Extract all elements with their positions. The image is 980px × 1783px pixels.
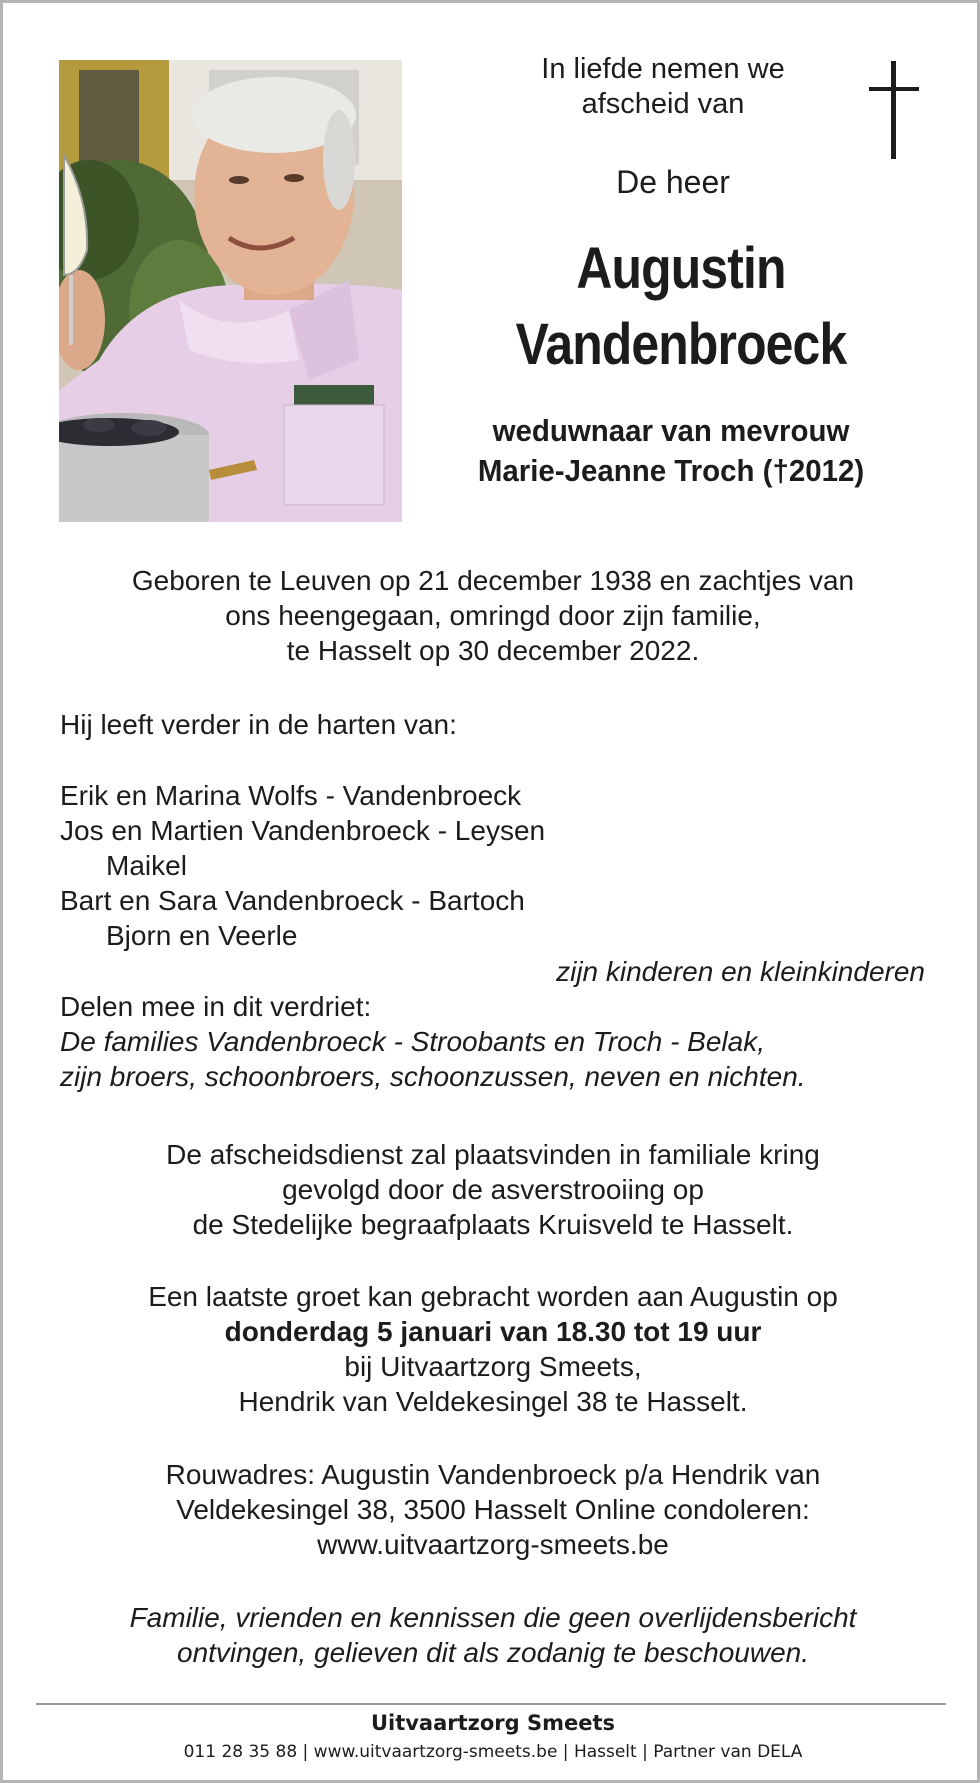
birth-death-text (43, 563, 943, 668)
survivors-intro: Hij leeft verder in de harten van: (60, 709, 457, 740)
widow-of (434, 411, 909, 491)
address-line-1: Rouwadres: Augustin Vandenbroeck p/a Hendrik van (165, 1459, 821, 1490)
widow-line-1: weduwnaar van mevrouw (492, 413, 850, 448)
birth-line-1: Geboren te Leuven op 21 december 1938 en zachtjes van (131, 565, 855, 596)
footer-divider (36, 1703, 946, 1705)
sharing-line-1: De families Vandenbroeck - Stroobants en Troch - Belak, (60, 1026, 766, 1057)
footer-title: Uitvaartzorg Smeets (370, 1711, 616, 1735)
birth-line-3: te Hasselt op 30 december 2022. (286, 635, 700, 666)
survivor-item: Erik en Marina Wolfs - Vandenbroeck (60, 780, 522, 811)
deceased-name (475, 231, 888, 383)
intro-line-1: In liefde nemen we (541, 53, 785, 85)
cross-icon (865, 61, 925, 161)
greeting-line-3: bij Uitvaartzorg Smeets, (344, 1351, 642, 1382)
survivor-item: Bart en Sara Vandenbroeck - Bartoch (60, 885, 525, 916)
sharing-block (60, 989, 940, 1094)
first-name: Augustin (576, 236, 786, 301)
portrait-photo (59, 60, 402, 522)
sharing-intro: Delen mee in dit verdriet: (60, 991, 372, 1022)
intro-line-2: afscheid van (581, 88, 745, 120)
service-line-3: de Stedelijke begraafplaats Kruisveld te Hasselt. (192, 1209, 794, 1240)
address-text (43, 1457, 943, 1562)
condolence-url[interactable]: www.uitvaartzorg-smeets.be (317, 1529, 669, 1560)
intro-text (453, 52, 873, 122)
survivors-role: zijn kinderen en kleinkinderen (556, 956, 925, 987)
notice-text (43, 1600, 943, 1670)
greeting-line-1: Een laatste groet kan gebracht worden aan Augustin op (148, 1281, 838, 1312)
survivor-item: Bjorn en Veerle (106, 920, 298, 951)
survivor-item: Maikel (106, 850, 187, 881)
widow-line-2: Marie-Jeanne Troch (†2012) (477, 453, 865, 488)
last-name: Vandenbroeck (515, 312, 847, 377)
birth-line-2: ons heengegaan, omringd door zijn familie, (225, 600, 761, 631)
portrait-illustration (59, 60, 402, 522)
service-text (43, 1137, 943, 1242)
notice-line-1: Familie, vrienden en kennissen die geen overlijdensbericht (129, 1602, 857, 1633)
title-prefix: De heer (616, 164, 730, 200)
greeting-date: donderdag 5 januari van 18.30 tot 19 uur (224, 1316, 762, 1347)
sharing-line-2: zijn broers, schoonbroers, schoonzussen, neven en nichten. (60, 1061, 806, 1092)
footer-info: 011 28 35 88 | www.uitvaartzorg-smeets.be | Hasselt | Partner van DELA (183, 1742, 803, 1762)
survivor-item: Jos en Martien Vandenbroeck - Leysen (60, 815, 546, 846)
notice-line-2: ontvingen, gelieven dit als zodanig te beschouwen. (177, 1637, 809, 1668)
survivors-list (60, 778, 940, 953)
address-line-2: Veldekesingel 38, 3500 Hasselt Online condoleren: (176, 1494, 810, 1525)
greeting-line-4: Hendrik van Veldekesingel 38 te Hasselt. (238, 1386, 748, 1417)
service-line-2: gevolgd door de asverstrooiing op (282, 1174, 704, 1205)
service-line-1: De afscheidsdienst zal plaatsvinden in familiale kring (166, 1139, 820, 1170)
greeting-text (43, 1279, 943, 1419)
